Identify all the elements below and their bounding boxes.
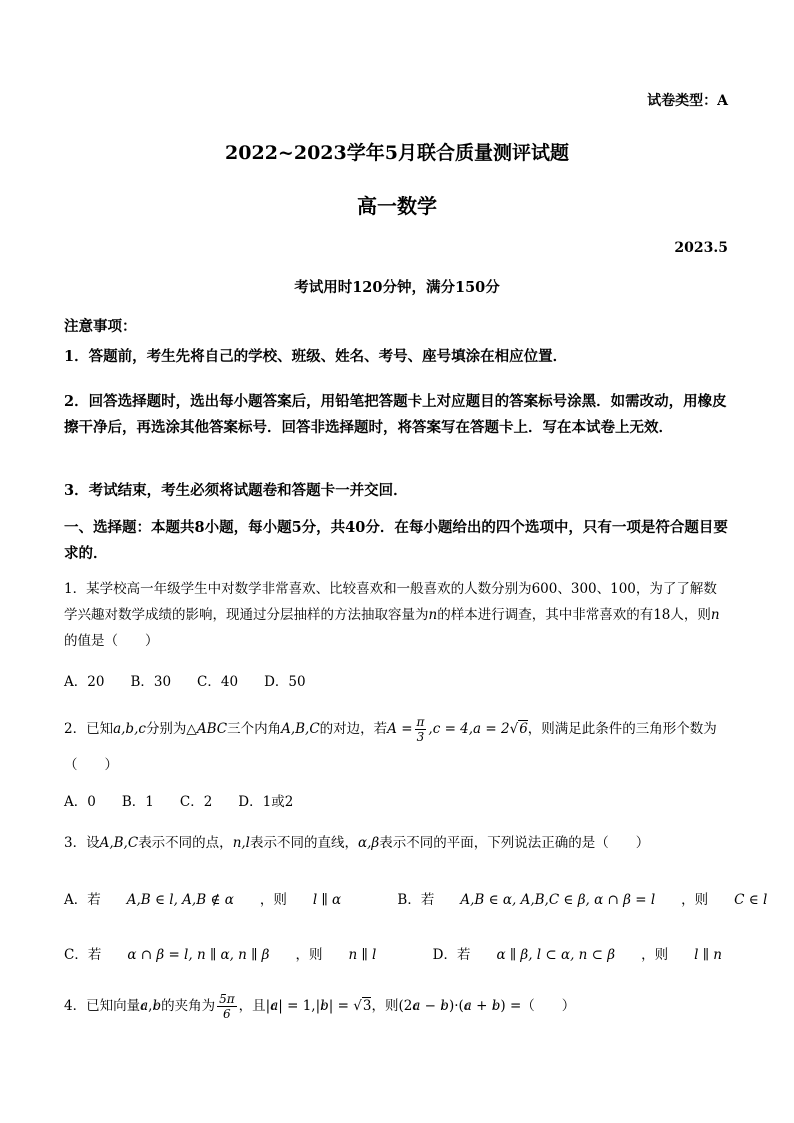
option-c[interactable]: C．40 — [197, 674, 239, 690]
option-c[interactable]: C．2 — [179, 794, 213, 810]
fraction-5pi-over-6: $\frac{5\pi}{6}$ — [219, 992, 235, 1021]
notice-item-1: 1．答题前，考生先将自己的学校、班级、姓名、考号、座号填涂在相应位置． — [64, 348, 568, 365]
section-heading: 一、选择题：本题共8小题，每小题5分，共40分．在每小题给出的四个选项中，只有一项是符合题目要求的． — [64, 519, 728, 562]
question-2-options — [64, 790, 730, 810]
exam-title: 2022~2023学年5月联合质量测评试题 — [225, 142, 569, 164]
option-d[interactable]: D．50 — [264, 674, 306, 690]
option-a[interactable]: A．0 — [64, 794, 96, 810]
option-a[interactable]: A．20 — [64, 674, 105, 690]
question-2: 2．已知a,b,c分别为△ABC三个内角A,B,C的对边，若A = $\frac{\pi}{3}$ ,c = 4,a = 2√6，则满足此条件的三角形个数为（ ） — [64, 715, 717, 773]
option-d[interactable]: D．1或2 — [238, 794, 294, 810]
option-c[interactable]: C．若 α ∩ β = l, n ∥ α, n ∥ β ，则 n ∥ l — [64, 947, 377, 963]
question-3-options-ab — [64, 888, 768, 908]
question-4: 4．已知向量r a,r b的夹角为 $\frac{5\pi}{6}$ ，且|r a| = 1,|r b| = √3，则(2r a − r b)·(r a + r b) =（ ） — [64, 988, 730, 1024]
exam-date: 2023.5 — [674, 240, 728, 256]
exam-duration: 考试用时120分钟，满分150分 — [294, 279, 500, 296]
question-1-options — [64, 670, 730, 690]
question-3-options-cd — [64, 943, 730, 963]
option-d[interactable]: D．若 α ∥ β, l ⊂ α, n ⊂ β ，则 l ∥ n — [432, 947, 722, 963]
subject-title: 高一数学 — [357, 194, 437, 218]
fraction-pi-over-3: $\frac{\pi}{3}$ — [416, 715, 425, 744]
exam-type-label: 试卷类型：A — [647, 93, 728, 109]
notice-heading: 注意事项： — [64, 318, 137, 335]
question-3: 3．设A,B,C表示不同的点，n,l表示不同的直线，α,β表示不同的平面，下列说法正确的是（ ） — [64, 835, 650, 851]
option-b[interactable]: B．若 A,B ∈ α, A,B,C ∈ β, α ∩ β = l ，则 C ∈ l — [397, 892, 768, 908]
notice-item-2: 2．回答选择题时，选出每小题答案后，用铅笔把答题卡上对应题目的答案标号涂黑．如需改动，用橡皮擦干净后，再选涂其他答案标号．回答非选择题时，将答案写在答题卡上．写在本试卷上无效． — [64, 393, 727, 436]
notice-item-3: 3．考试结束，考生必须将试题卷和答题卡一并交回． — [64, 482, 408, 499]
option-a[interactable]: A．若 A,B ∈ l, A,B ∉ α ，则 l ∥ α — [64, 892, 342, 908]
option-b[interactable]: B．1 — [121, 794, 154, 810]
option-b[interactable]: B．30 — [130, 674, 172, 690]
question-1: 1．某学校高一年级学生中对数学非常喜欢、比较喜欢和一般喜欢的人数分别为600、300、100，为了了解数学兴趣对数学成绩的影响，现通过分层抽样的方法抽取容量为n的样本进行调查，其中非常喜欢的有18人，则n的值是（ ） — [64, 581, 720, 649]
